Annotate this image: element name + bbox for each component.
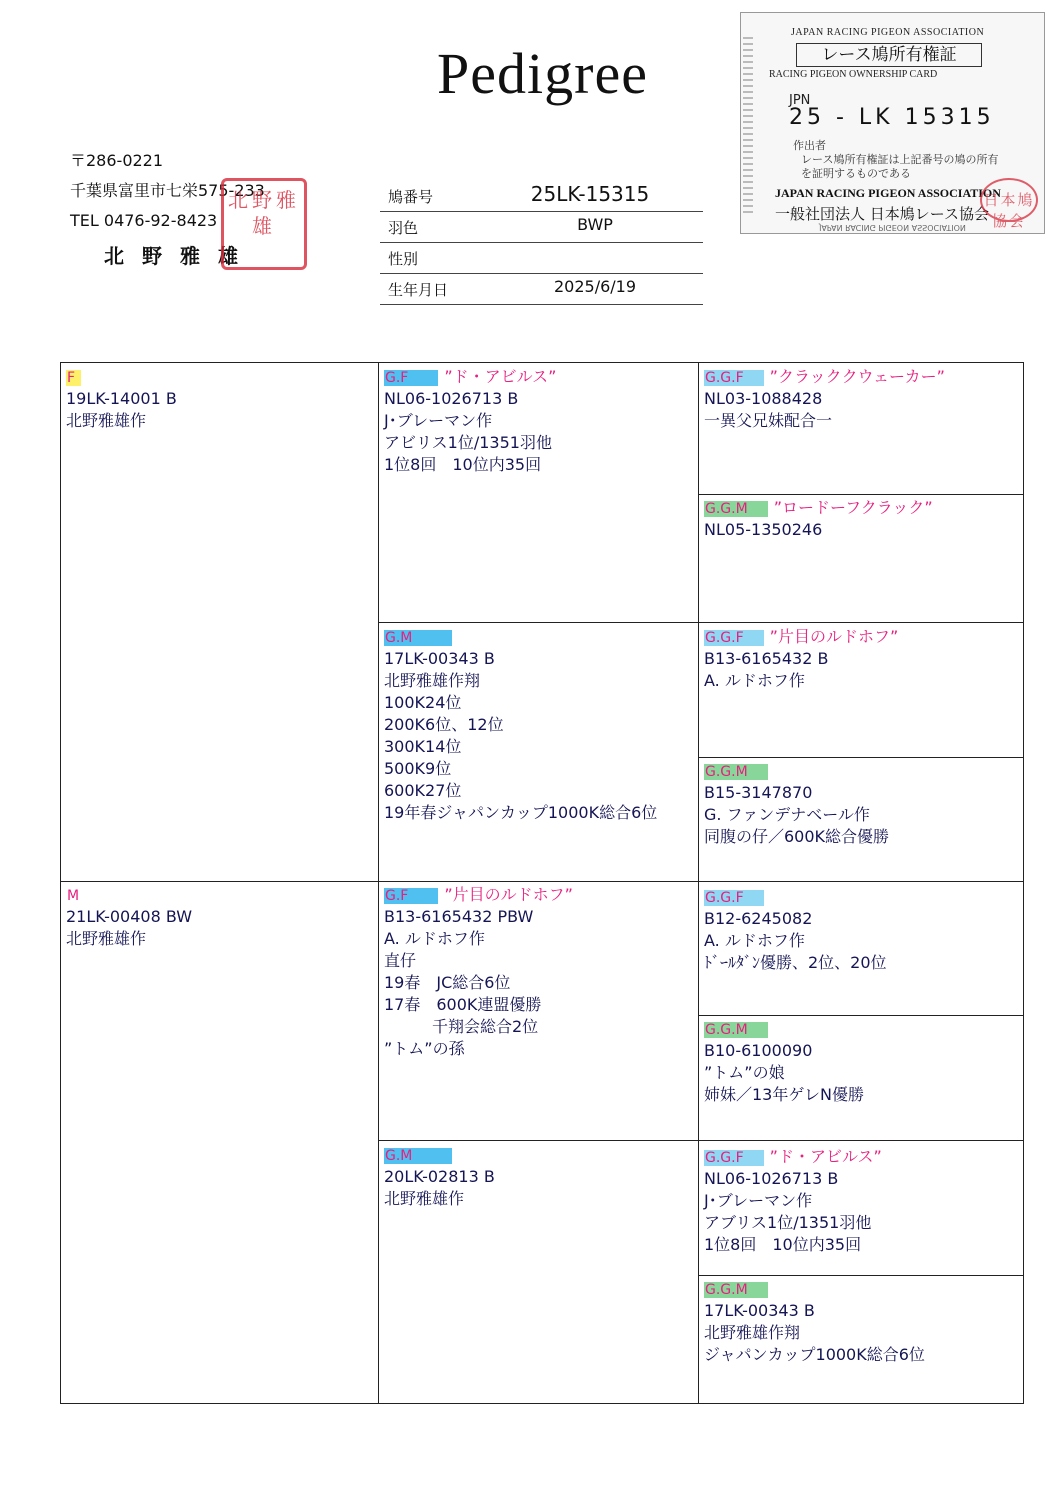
card-side-text xyxy=(743,37,753,217)
cell-line: NL05-1350246 xyxy=(704,520,823,539)
info-label: 羽色 xyxy=(388,219,419,237)
cell-line: A. ルドホフ作 xyxy=(384,929,485,948)
cell-line: 17LK-00343 B xyxy=(384,649,495,668)
dam-gm-cell xyxy=(384,1144,495,1210)
grid-q3 xyxy=(378,1140,1023,1141)
association-seal-stamp xyxy=(980,178,1038,230)
cell-line: 1位8回 10位内35回 xyxy=(704,1235,862,1254)
breeder-tel: TEL 0476-92-8423 xyxy=(70,211,218,230)
cell-line: 17春 600K連盟優勝 xyxy=(384,995,542,1014)
cell-line: 北野雅雄作翔 xyxy=(384,671,481,690)
cell-line: 19年春ジャパンカップ1000K総合6位 xyxy=(384,803,658,822)
seal-text: 北野雅雄 xyxy=(228,188,300,238)
ggp-cell-7 xyxy=(704,1146,882,1256)
cell-line: ジャパンカップ1000K総合6位 xyxy=(704,1345,925,1364)
nickname: ”片目のルドホフ” xyxy=(769,627,899,646)
cell-line: B13-6165432 B xyxy=(704,649,829,668)
cell-line: 北野雅雄作 xyxy=(66,929,147,948)
ggm-tag: G.G.M xyxy=(704,501,768,517)
cell-line: B15-3147870 xyxy=(704,783,813,802)
cell-line: G. ファンデナベール作 xyxy=(704,805,870,824)
cell-line: ﾄﾞｰﾙﾀﾞﾝ優勝、2位、20位 xyxy=(704,953,887,972)
cell-line: 北野雅雄作 xyxy=(66,411,147,430)
cell-line: 北野雅雄作 xyxy=(384,1189,465,1208)
ggf-tag: G.G.F xyxy=(704,1150,764,1166)
nickname: ”片目のルドホフ” xyxy=(444,885,573,904)
card-org-en: JAPAN RACING PIGEON ASSOCIATION xyxy=(791,27,985,38)
sire-gm-cell xyxy=(384,626,657,824)
grid-e7 xyxy=(698,1275,1023,1276)
cell-line: 19LK-14001 B xyxy=(66,389,177,408)
cell-line: 姉妹／13年ゲレN優勝 xyxy=(704,1085,865,1104)
sire-tag: F xyxy=(66,370,81,386)
cell-line: 21LK-00408 BW xyxy=(66,907,193,926)
info-value: 2025/6/19 xyxy=(553,277,637,296)
card-org-jp: 一般社団法人 日本鳩レース協会 xyxy=(775,205,990,223)
cell-line: 千翔会総合2位 xyxy=(384,1017,539,1036)
cell-line: 600K27位 xyxy=(384,781,462,800)
card-country: JPN xyxy=(789,93,811,108)
ggp-cell-8 xyxy=(704,1278,925,1366)
nickname: ”ド・アビルス” xyxy=(769,1147,882,1166)
cell-line: NL06-1026713 B xyxy=(704,1169,839,1188)
info-label: 鳩番号 xyxy=(388,188,434,206)
cell-line: J･ブレーマン作 xyxy=(704,1191,813,1210)
sire-gf-cell xyxy=(384,366,556,476)
nickname: ”クラッククウェーカー” xyxy=(769,367,945,386)
card-ring-number: 25 - LK 15315 xyxy=(789,105,995,130)
grid-left xyxy=(60,362,61,1404)
dam-cell xyxy=(66,884,192,950)
ggp-cell-1 xyxy=(704,366,945,432)
cell-line: B12-6245082 xyxy=(704,909,813,928)
cell-line: A. ルドホフ作 xyxy=(704,931,805,950)
info-row-sex xyxy=(380,242,703,274)
grid-top xyxy=(60,362,1024,363)
cell-line: B13-6165432 PBW xyxy=(384,907,534,926)
ggf-tag: G.G.F xyxy=(704,370,764,386)
page-title: Pedigree xyxy=(437,41,648,106)
info-row-ring xyxy=(380,180,703,212)
card-org-en-2: JAPAN RACING PIGEON ASSOCIATION xyxy=(775,186,1001,200)
cell-line: J･ブレーマン作 xyxy=(384,411,493,430)
card-issuer-label: 作出者 xyxy=(793,139,826,152)
breeder-postal: 〒286-0221 xyxy=(70,151,164,170)
cell-line: 1位8回 10位内35回 xyxy=(384,455,542,474)
cell-line: 20LK-02813 B xyxy=(384,1167,495,1186)
cell-line: ”トム”の孫 xyxy=(384,1039,465,1058)
ggp-cell-4 xyxy=(704,760,889,848)
cell-line: ”トム”の娘 xyxy=(704,1063,785,1082)
info-row-color xyxy=(380,211,703,243)
cell-line: 北野雅雄作翔 xyxy=(704,1323,801,1342)
sire-cell xyxy=(66,366,177,432)
gf-tag: G.F xyxy=(384,888,438,904)
grid-col-2 xyxy=(698,362,699,1404)
card-title-jp: レース鳩所有権証 xyxy=(796,43,982,67)
breeder-seal-stamp xyxy=(221,178,307,270)
nickname: ”ロードーフクラック” xyxy=(773,498,933,517)
breeder-name: 北野雅雄 xyxy=(104,244,256,268)
card-notice: レース鳩所有権証は上記番号の鳩の所有を証明するものである xyxy=(801,153,999,180)
cell-line: アブリス1位/1351羽他 xyxy=(704,1213,872,1232)
grid-right xyxy=(1023,362,1024,1404)
ggf-tag: G.G.F xyxy=(704,630,764,646)
nickname: ”ド・アビルス” xyxy=(444,367,557,386)
ggp-cell-2 xyxy=(704,497,933,541)
cell-line: 同腹の仔／600K総合優勝 xyxy=(704,827,890,846)
cell-line: 一異父兄妹配合一 xyxy=(704,411,833,430)
grid-q1 xyxy=(378,622,1023,623)
grid-col-1 xyxy=(378,362,379,1404)
cell-line: 200K6位、12位 xyxy=(384,715,504,734)
cell-line: NL06-1026713 B xyxy=(384,389,519,408)
info-value: BWP xyxy=(577,215,613,234)
grid-bottom xyxy=(60,1403,1024,1404)
ggm-tag: G.G.M xyxy=(704,1282,768,1298)
ggm-tag: G.G.M xyxy=(704,764,768,780)
cell-line: 直仔 xyxy=(384,951,417,970)
info-value: 25LK-15315 xyxy=(530,182,650,206)
cell-line: B10-6100090 xyxy=(704,1041,813,1060)
breeder-address: 千葉県富里市七栄575-233 xyxy=(70,181,265,200)
cell-line: アビリス1位/1351羽他 xyxy=(384,433,552,452)
grid-e5 xyxy=(698,1015,1023,1016)
cell-line: 300K14位 xyxy=(384,737,462,756)
card-title-en: RACING PIGEON OWNERSHIP CARD xyxy=(769,69,938,80)
grid-mid xyxy=(60,881,1024,882)
cell-line: 19春 JC総合6位 xyxy=(384,973,511,992)
seal-text: 日本鳩協会 xyxy=(983,191,1035,230)
ggf-tag: G.G.F xyxy=(704,890,764,906)
dam-tag: M xyxy=(67,888,80,904)
cell-line: A. ルドホフ作 xyxy=(704,671,805,690)
gm-tag: G.M xyxy=(384,630,452,646)
grid-e1 xyxy=(698,494,1023,495)
ggp-cell-3 xyxy=(704,626,898,692)
cell-line: 17LK-00343 B xyxy=(704,1301,815,1320)
gf-tag: G.F xyxy=(384,370,438,386)
gm-tag: G.M xyxy=(384,1148,452,1164)
card-footer: JAPAN RACING PIGEON ASSOCIATION xyxy=(819,223,966,232)
info-row-birthdate xyxy=(380,273,703,305)
cell-line: NL03-1088428 xyxy=(704,389,823,408)
cell-line: 500K9位 xyxy=(384,759,452,778)
info-label: 性別 xyxy=(388,250,419,268)
cell-line: 100K24位 xyxy=(384,693,462,712)
info-label: 生年月日 xyxy=(388,281,449,299)
ggm-tag: G.G.M xyxy=(704,1022,768,1038)
ggp-cell-6 xyxy=(704,1018,864,1106)
dam-gf-cell xyxy=(384,884,573,1060)
ggp-cell-5 xyxy=(704,886,887,974)
grid-e3 xyxy=(698,757,1023,758)
